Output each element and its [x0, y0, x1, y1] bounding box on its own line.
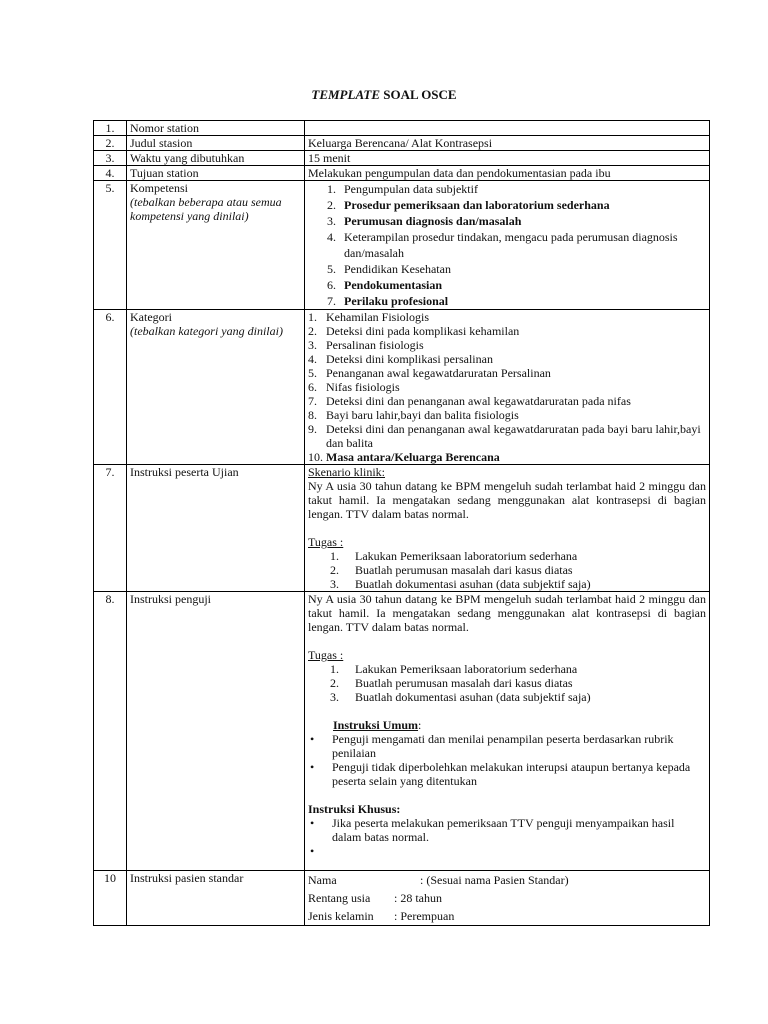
field-value: : (Sesuai nama Pasien Standar)	[420, 873, 569, 887]
field-key: Nama	[308, 873, 337, 887]
pasien-fields	[308, 871, 706, 925]
row-number: 10	[94, 871, 127, 926]
tugas-label: Tugas :	[308, 535, 344, 549]
item-number: 3.	[330, 690, 339, 704]
item-number: 10.	[308, 450, 323, 464]
label-text: Kategori	[130, 310, 172, 324]
instruksi-umum-colon: :	[418, 718, 422, 732]
label-sub: (tebalkan kategori yang dinilai)	[130, 324, 283, 338]
list-item	[308, 181, 706, 197]
row-number: 4.	[94, 166, 127, 181]
row-label: Tujuan station	[127, 166, 305, 181]
list-item	[308, 310, 706, 324]
row-value	[305, 121, 710, 136]
list-item	[308, 229, 706, 261]
item-number: 1.	[330, 549, 339, 563]
bullet-text: Penguji mengamati dan menilai penampilan peserta berdasarkan rubrik penilaian	[332, 732, 674, 760]
row-peserta	[94, 465, 710, 592]
row-number: 7.	[94, 465, 127, 592]
title-italic: TEMPLATE	[311, 87, 381, 102]
row-value	[305, 465, 710, 592]
skenario-label: Skenario klinik:	[308, 465, 385, 479]
field-key: Jenis kelamin	[308, 909, 374, 923]
row-value: 15 menit	[305, 151, 710, 166]
item-text: Pendokumentasian	[344, 278, 443, 292]
item-number: 2.	[308, 324, 317, 338]
item-number: 1.	[327, 182, 336, 196]
list-item	[330, 577, 706, 591]
row-number: 2.	[94, 136, 127, 151]
row-value	[305, 592, 710, 871]
item-text: Persalinan fisiologis	[326, 338, 424, 352]
instruksi-khusus-label: Instruksi Khusus:	[308, 802, 401, 816]
row-value	[305, 310, 710, 465]
list-item	[308, 277, 706, 293]
row-kompetensi	[94, 181, 710, 310]
list-item	[330, 563, 706, 577]
item-number: 9.	[308, 422, 317, 436]
row-value: Keluarga Berencana/ Alat Kontrasepsi	[305, 136, 710, 151]
list-item	[308, 450, 706, 464]
pasien-field	[308, 871, 706, 889]
list-item	[308, 213, 706, 229]
list-item	[308, 293, 706, 309]
item-number: 2.	[330, 563, 339, 577]
row-label: Instruksi peserta Ujian	[127, 465, 305, 592]
item-text: Lakukan Pemeriksaan laboratorium sederhana	[355, 662, 578, 676]
item-text: Deteksi dini komplikasi persalinan	[326, 352, 493, 366]
item-text: Perilaku profesional	[344, 294, 449, 308]
instruksi-umum-list	[308, 732, 706, 788]
osce-table	[93, 120, 710, 926]
document-title	[0, 88, 768, 102]
row-number: 8.	[94, 592, 127, 871]
title-rest: SOAL OSCE	[380, 87, 457, 102]
field-value: : Perempuan	[394, 909, 455, 923]
item-number: 5.	[308, 366, 317, 380]
row-label: Instruksi pasien standar	[127, 871, 305, 926]
list-item	[330, 549, 706, 563]
item-number: 1.	[330, 662, 339, 676]
list-item	[330, 662, 706, 676]
bullet-icon: •	[310, 816, 315, 830]
list-item	[308, 394, 706, 408]
item-text: Perumusan diagnosis dan/masalah	[344, 214, 522, 228]
item-text: Masa antara/Keluarga Berencana	[326, 450, 500, 464]
item-text: Keterampilan prosedur tindakan, mengacu pada perumusan diagnosis dan/masalah	[344, 230, 678, 260]
row-value	[305, 871, 710, 926]
row-3	[94, 151, 710, 166]
list-item	[308, 324, 706, 338]
item-text: Pendidikan Kesehatan	[344, 262, 451, 276]
row-number: 6.	[94, 310, 127, 465]
list-item	[330, 676, 706, 690]
bullet-icon: •	[310, 732, 315, 746]
bullet-text: Penguji tidak diperbolehkan melakukan interupsi ataupun bertanya kepada peserta selain yang ditentukan	[332, 760, 691, 788]
item-number: 6.	[327, 278, 336, 292]
skenario-text: Ny A usia 30 tahun datang ke BPM mengeluh sudah terlambat haid 2 minggu dan takut hamil. Ia mengatakan sedang menggunakan alat kontrasepsi di bagian lengan. TTV dalam batas normal.	[308, 479, 706, 521]
row-label: Judul stasion	[127, 136, 305, 151]
skenario-text: Ny A usia 30 tahun datang ke BPM mengeluh sudah terlambat haid 2 minggu dan takut hamil. Ia mengatakan sedang menggunakan alat kontrasepsi di bagian lengan. TTV dalam batas normal.	[308, 592, 706, 634]
item-text: Buatlah perumusan masalah dari kasus diatas	[355, 563, 573, 577]
row-label: Waktu yang dibutuhkan	[127, 151, 305, 166]
item-text: Buatlah perumusan masalah dari kasus diatas	[355, 676, 573, 690]
list-item	[308, 408, 706, 422]
item-text: Deteksi dini dan penanganan awal kegawatdaruratan pada nifas	[326, 394, 631, 408]
bullet-icon: •	[310, 760, 315, 774]
item-number: 4.	[308, 352, 317, 366]
item-number: 7.	[308, 394, 317, 408]
pasien-field	[308, 889, 706, 907]
item-number: 7.	[327, 294, 336, 308]
row-kategori	[94, 310, 710, 465]
list-item	[308, 366, 706, 380]
item-number: 6.	[308, 380, 317, 394]
bullet-text: Jika peserta melakukan pemeriksaan TTV penguji menyampaikan hasil dalam batas normal.	[332, 816, 675, 844]
row-penguji	[94, 592, 710, 871]
list-item	[308, 338, 706, 352]
item-text: Lakukan Pemeriksaan laboratorium sederhana	[355, 549, 578, 563]
row-4	[94, 166, 710, 181]
item-text: Bayi baru lahir,bayi dan balita fisiologis	[326, 408, 519, 422]
item-number: 4.	[327, 230, 336, 244]
list-item	[308, 197, 706, 213]
field-value: : 28 tahun	[394, 891, 442, 905]
list-item	[330, 690, 706, 704]
item-text: Nifas fisiologis	[326, 380, 400, 394]
bullet-item	[308, 816, 706, 844]
item-number: 8.	[308, 408, 317, 422]
row-value: Melakukan pengumpulan data dan pendokumentasian pada ibu	[305, 166, 710, 181]
row-number: 5.	[94, 181, 127, 310]
row-label: Instruksi penguji	[127, 592, 305, 871]
bullet-item	[308, 760, 706, 788]
item-text: Kehamilan Fisiologis	[326, 310, 429, 324]
tugas-label: Tugas :	[308, 648, 344, 662]
row-number: 3.	[94, 151, 127, 166]
pasien-field	[308, 907, 706, 925]
instruksi-umum-label: Instruksi Umum	[333, 718, 419, 732]
row-pasien	[94, 871, 710, 926]
item-text: Buatlah dokumentasi asuhan (data subjektif saja)	[355, 577, 591, 591]
tugas-list	[330, 549, 706, 591]
list-item	[308, 380, 706, 394]
item-text: Deteksi dini dan penanganan awal kegawatdaruratan pada bayi baru lahir,bayi dan balita	[326, 422, 701, 450]
item-text: Buatlah dokumentasi asuhan (data subjektif saja)	[355, 690, 591, 704]
row-number: 1.	[94, 121, 127, 136]
row-label	[127, 310, 305, 465]
bullet-item	[308, 732, 706, 760]
row-label: Nomor station	[127, 121, 305, 136]
row-2	[94, 136, 710, 151]
item-number: 3.	[330, 577, 339, 591]
bullet-icon: •	[310, 844, 315, 858]
instruksi-umum-heading	[308, 718, 706, 732]
row-label	[127, 181, 305, 310]
item-text: Pengumpulan data subjektif	[344, 182, 478, 196]
row-1	[94, 121, 710, 136]
item-text: Deteksi dini pada komplikasi kehamilan	[326, 324, 520, 338]
item-number: 2.	[327, 198, 336, 212]
item-number: 3.	[327, 214, 336, 228]
item-text: Penanganan awal kegawatdaruratan Persalinan	[326, 366, 551, 380]
list-item	[308, 352, 706, 366]
bullet-item	[308, 844, 706, 858]
item-number: 1.	[308, 310, 317, 324]
list-item	[308, 422, 706, 450]
row-value	[305, 181, 710, 310]
field-key: Rentang usia	[308, 891, 371, 905]
kategori-list	[308, 310, 706, 464]
item-text: Prosedur pemeriksaan dan laboratorium sederhana	[344, 198, 610, 212]
tugas-list	[330, 662, 706, 704]
kompetensi-list	[308, 181, 706, 309]
item-number: 5.	[327, 262, 336, 276]
list-item	[308, 261, 706, 277]
label-sub: (tebalkan beberapa atau semua kompetensi yang dinilai)	[130, 195, 282, 223]
item-number: 2.	[330, 676, 339, 690]
instruksi-khusus-list	[308, 816, 706, 858]
item-number: 3.	[308, 338, 317, 352]
label-text: Kompetensi	[130, 181, 188, 195]
